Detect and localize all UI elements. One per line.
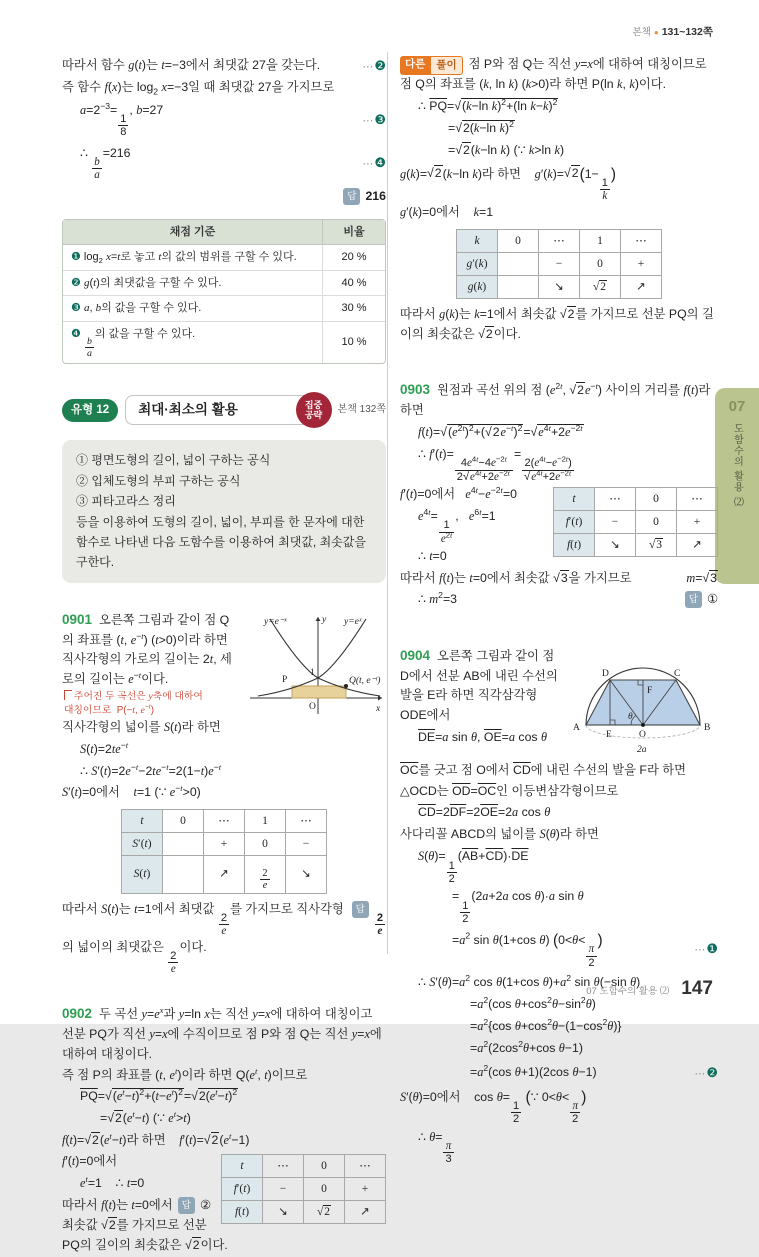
answer-badge: 답 bbox=[352, 901, 369, 917]
sign-table-cell: − bbox=[539, 253, 580, 276]
table-row bbox=[63, 270, 385, 296]
intro-line1: 따라서 함수 g(t)는 t=−3에서 최댓값 27을 갖는다. bbox=[62, 57, 321, 72]
sign-table-alt bbox=[456, 229, 662, 299]
point-label-E: E bbox=[606, 729, 612, 740]
sign-table-header-cell: t bbox=[554, 487, 595, 510]
column-divider bbox=[387, 52, 388, 954]
right-column bbox=[400, 54, 718, 1168]
sign-table-cell: − bbox=[286, 833, 327, 856]
sign-table-cell: ⋯ bbox=[539, 230, 580, 253]
problem-number: 0902 bbox=[62, 1005, 93, 1021]
equation: S(θ)= $\frac{1}{2}$ $(\overline{AB}+\overline{CD})\cdot\overline{DE}$ bbox=[418, 849, 529, 885]
sign-table-cell: 0 bbox=[304, 1155, 345, 1178]
problem-answer bbox=[352, 900, 386, 938]
sign-table-cell: √ 2 bbox=[304, 1201, 345, 1224]
step-marker-4: ⋯❹ bbox=[362, 154, 386, 170]
equation: $=a^2\{\cos$ $\theta+\cos^2\theta-(1-\cos^2\theta)$} bbox=[470, 1016, 622, 1033]
equation: f′(t)=0에서 $e^{4t}-e^{-2t}=0$ bbox=[400, 484, 517, 501]
equation: $e^t=1$ ∴ t=0 bbox=[80, 1173, 145, 1191]
focus-badge: 집중 공략 bbox=[296, 392, 332, 428]
answer-badge: 답 bbox=[178, 1197, 195, 1213]
sign-table-cell: ⋯ bbox=[621, 230, 662, 253]
equation: = √ 2(k−ln k) (∵ k>ln k) bbox=[448, 141, 718, 161]
tick-label-1: 1 bbox=[310, 667, 315, 678]
origin-label: O bbox=[309, 701, 316, 712]
orange-dot-icon: ● bbox=[653, 28, 659, 37]
equation: ∴ t=0 bbox=[418, 548, 447, 563]
alt-solution-0902 bbox=[400, 55, 718, 345]
chapter-side-tab bbox=[715, 388, 759, 584]
step-marker-2: ⋯❷ bbox=[362, 58, 386, 73]
red-annotation: 주어진 두 곡선은 y축에 대하여 대칭이므로 P(−t, $e^{-t}$) bbox=[64, 691, 203, 716]
problem-number: 0904 bbox=[400, 647, 431, 663]
sign-table-cell: ⋯ bbox=[595, 487, 636, 510]
equation: g′(k)=0에서 k=1 bbox=[400, 205, 494, 220]
grading-row-pct: 20 % bbox=[323, 245, 386, 271]
sign-table-header-cell: t bbox=[222, 1155, 263, 1178]
figure-0901-exponential-curves bbox=[248, 611, 386, 717]
sign-table-cell: 0 bbox=[304, 1178, 345, 1201]
sign-table-header-cell: t bbox=[122, 810, 163, 833]
problem-text: 원점과 곡선 위의 점 ($e^{2t}$, √ $2e^{-t}$) 사이의 거리를 f(t)라 하면 bbox=[400, 383, 710, 417]
equation: ∴ $\overline{PQ}=$ √ (k−ln k)$^2$+(ln k−k)$^2$ bbox=[418, 97, 718, 117]
sign-table-cell: 0 bbox=[636, 510, 677, 533]
sign-table-cell: ↗ bbox=[621, 276, 662, 299]
sign-table-cell: ⋯ bbox=[204, 810, 245, 833]
sign-table-cell: √ 3 bbox=[636, 533, 677, 556]
sign-table-cell: ⋯ bbox=[286, 810, 327, 833]
point-label-A: A bbox=[573, 722, 580, 733]
grading-row-pct: 10 % bbox=[323, 321, 386, 363]
table-row bbox=[63, 321, 385, 363]
sign-table-cell: 0 bbox=[245, 833, 286, 856]
sign-table-cell: 0 bbox=[580, 253, 621, 276]
equation: $=a^2(2\cos^2\theta+\cos$ θ−1) bbox=[470, 1038, 583, 1055]
problem-0902 bbox=[62, 1003, 386, 1257]
footer-page-number: 147 bbox=[681, 978, 713, 999]
concept-item: ③ 피타고라스 정리 bbox=[76, 494, 176, 509]
equation: $=a^2(\cos$ $\theta+\cos^2\theta-\sin^2\theta$) bbox=[470, 994, 596, 1012]
problem-text: 두 곡선 $y=e^x$과 y=ln x는 직선 y=x에 대하여 대칭이고 선분 PQ가 직선 y=x에 수직이므로 점 P와 점 Q는 직선 y=x에 대하여 대칭이다. bbox=[62, 1004, 382, 1061]
equation: ∴ θ= $\frac{\pi}{3}$ bbox=[418, 1129, 452, 1166]
concept-desc: 등을 이용하여 도형의 길이, 넓이, 부피를 한 문자에 대한 함수로 나타낸 다음 도함수를 이용하여 최댓값, 최솟값을 구한다. bbox=[76, 514, 366, 570]
side-tab-number: 07 bbox=[728, 398, 746, 415]
sign-table-header-cell: k bbox=[457, 230, 498, 253]
conclusion: 따라서 g(k)는 k=1에서 최솟값 √ 2를 가지므로 선분 PQ의 길이의 최솟값은 √ 2이다. bbox=[400, 305, 718, 345]
grading-row-pct: 30 % bbox=[323, 296, 386, 322]
sign-table-cell: ↗ bbox=[345, 1201, 386, 1224]
answer-value: 216 bbox=[365, 188, 386, 203]
type-title: 최대·최소의 활용 bbox=[125, 395, 313, 425]
point-label-P: P bbox=[282, 674, 288, 685]
grading-row-label: ❶ $\log_2 x=t$로 놓고 t의 값의 범위를 구할 수 있다. bbox=[63, 245, 323, 271]
sign-table-cell bbox=[163, 856, 204, 893]
equation: f(t)= √ $2(e^t-t)$라 하면 f′(t)= √ $2(e^t-1)$ bbox=[62, 1131, 386, 1151]
problem-0903 bbox=[400, 379, 718, 610]
figure-0904-semicircle-trapezoid bbox=[568, 647, 718, 759]
step-marker-2: ⋯❷ bbox=[694, 1064, 718, 1080]
equation: g(k)= √ 2(k−ln k)라 하면 g′(k)= √ 2(1− $\frac{1}{k}$ ) bbox=[400, 163, 718, 203]
grading-header-ratio: 비율 bbox=[323, 220, 386, 245]
conclusion: 답 $\frac{2}{e}$ 따라서 S(t)는 t=1에서 최댓값 $\frac{2}{e}$ 를 가지므로 직사각형의 넓이의 최댓값은 $\frac{2}{e}$ 이다. bbox=[62, 900, 386, 976]
type-heading bbox=[62, 392, 386, 428]
sign-table-header-cell: f′(t) bbox=[222, 1178, 263, 1201]
sign-table-cell: 1 bbox=[245, 810, 286, 833]
conclusion: 따라서 f(t)는 t=0에서 최솟값 √ 3을 가지므로 m= √ 3 bbox=[400, 569, 718, 589]
sign-table-header-cell: f′(t) bbox=[554, 510, 595, 533]
solution-text: 사다리꼴 ABCD의 넓이를 S(θ)라 하면 bbox=[400, 827, 599, 842]
equation: $=a^2$ sin θ(1+cos θ) (0<θ< $\frac{\pi}{2}$ ) bbox=[452, 931, 603, 969]
sign-table-header-cell: f(t) bbox=[554, 533, 595, 556]
sign-table-cell: ↘ bbox=[286, 856, 327, 893]
equation: = √ 2(k−ln k)$^2$ bbox=[448, 119, 718, 139]
sign-table-cell bbox=[498, 276, 539, 299]
type-ref: 본책 132쪽 bbox=[337, 404, 386, 416]
problem-text: 오른쪽 그림과 같이 점 Q의 좌표를 (t, $e^{-t}$) (t>0)이라 하면 직사각형의 가로의 길이는 2t, 세로의 길이는 $e^{-t}$이다. bbox=[62, 612, 232, 687]
equation: = $\frac{1}{2}$ (2a+2a cos θ)·a sin θ bbox=[452, 889, 584, 925]
solution-text: $\overline{OC}$를 긋고 점 O에서 $\overline{CD}$에 내린 수선의 발을 F라 하면 bbox=[400, 762, 686, 777]
left-column bbox=[62, 54, 386, 1257]
axis-label-x: x bbox=[376, 703, 381, 714]
intro-eq1: $a=2^{-3}=$ $\frac{1}{8}$ , b=27 bbox=[80, 100, 164, 139]
grading-row-label: ❸ a, b의 값을 구할 수 있다. bbox=[63, 296, 323, 322]
problem-answer bbox=[685, 590, 718, 610]
sign-table-0903 bbox=[553, 487, 718, 557]
sign-table-cell: 1 bbox=[580, 230, 621, 253]
sign-table-cell: − bbox=[595, 510, 636, 533]
sign-table-header-cell: S(t) bbox=[122, 856, 163, 893]
side-tab-label: 도함수의 활용 ⑵ bbox=[731, 423, 743, 508]
sign-table-cell: − bbox=[263, 1178, 304, 1201]
sign-table-cell: ↘ bbox=[263, 1201, 304, 1224]
conclusion: 답 ② 따라서 f(t)는 t=0에서 최솟값 √ 2를 가지므로 선분 PQ의 길이의 최솟값은 √ 2이다. bbox=[62, 1196, 386, 1256]
problem-0901 bbox=[62, 609, 386, 977]
sign-table-cell: ↗ bbox=[204, 856, 245, 893]
equation: $S(t)=2te^{-t}$ bbox=[80, 739, 129, 756]
sign-table-cell: ⋯ bbox=[263, 1155, 304, 1178]
equation: = √ $2(e^t-t)$ (∵ $e^t>t$) bbox=[100, 1109, 386, 1129]
problem-number: 0901 bbox=[62, 611, 93, 627]
sign-table-header-cell: g(k) bbox=[457, 276, 498, 299]
sign-table-cell: $\frac{2}{e}$ bbox=[245, 856, 286, 893]
point-label-O: O bbox=[639, 729, 646, 740]
equation: $\overline{PQ}=$ √ $(e^t-t)^2+(t-e^t)^2=$ √ $2(e^t-t)^2$ bbox=[80, 1087, 386, 1107]
sign-table-0902 bbox=[221, 1154, 386, 1224]
page-footer bbox=[586, 978, 713, 1000]
point-label-Q: Q(t, e⁻ᵗ) bbox=[349, 675, 381, 686]
intro-line2: 즉 함수 f(x)는 $\log_2 x=-3$일 때 최댓값 27을 가지므로 bbox=[62, 79, 335, 97]
grading-header-title: 채점 기준 bbox=[63, 220, 323, 245]
sign-table-cell: 0 bbox=[163, 810, 204, 833]
problem-0904 bbox=[400, 645, 718, 1166]
page-header-ref bbox=[632, 24, 713, 39]
table-row bbox=[63, 296, 385, 322]
alt-text: 점 P와 점 Q는 직선 y=x에 대하여 대칭이므로 점 Q의 좌표를 (k, ln k) (k>0)라 하면 P(ln k, k)이다. bbox=[400, 57, 707, 91]
solution-text: 직사각형의 넓이를 S(t)라 하면 bbox=[62, 719, 221, 734]
problem-answer bbox=[178, 1196, 211, 1216]
grading-criteria-table bbox=[62, 219, 386, 365]
sign-table-cell: 0 bbox=[498, 230, 539, 253]
step-marker-1: ⋯❶ bbox=[694, 941, 718, 957]
sign-table-cell: √ 2 bbox=[580, 276, 621, 299]
axis-label-y: y bbox=[322, 614, 327, 625]
point-label-F: F bbox=[647, 685, 653, 696]
solution-text: 즉 점 P의 좌표를 (t, $e^t$)이라 하면 $Q(e^t$, t)이므로 bbox=[62, 1065, 308, 1082]
sign-table-cell: ↘ bbox=[539, 276, 580, 299]
equation: S′(t)=0에서 t=1 (∵ $e^{-t}>0$) bbox=[62, 783, 201, 800]
solution-text: △OCD는 $\overline{OD}=\overline{OC}$인 이등변삼각형이므로 bbox=[400, 783, 619, 798]
answer-badge: 답 bbox=[685, 591, 702, 607]
step-marker-3: ⋯❸ bbox=[362, 111, 386, 127]
sign-table-cell: + bbox=[345, 1178, 386, 1201]
sign-table-cell: + bbox=[621, 253, 662, 276]
sign-table-header-cell: S′(t) bbox=[122, 833, 163, 856]
concept-box bbox=[62, 440, 386, 582]
sign-table-cell bbox=[163, 833, 204, 856]
grading-row-label: ❷ g(t)의 최댓값을 구할 수 있다. bbox=[63, 270, 323, 296]
answer-badge: 답 bbox=[343, 188, 360, 204]
answer-value: ① bbox=[706, 591, 718, 606]
table-row bbox=[63, 245, 385, 271]
equation: ∴ $S'(\theta)=a^2$ cos θ(1+cos $\theta)+a^2$ sin θ(−sin θ) bbox=[418, 973, 641, 990]
sign-table-header-cell: f(t) bbox=[222, 1201, 263, 1224]
sign-table-cell: 0 bbox=[636, 487, 677, 510]
equation: f(t)= √ $(e^{2t})^2+$( √ $2e^{-t})^2=$ √ $e^{4t}+2e^{-2t}$ bbox=[418, 423, 718, 443]
grading-row-pct: 40 % bbox=[323, 270, 386, 296]
equation: S′(θ)=0에서 cos θ= $\frac{1}{2}$ (∵ 0<θ< $\frac{\pi}{2}$ ) bbox=[400, 1088, 587, 1126]
curve-label-left: y=e⁻ˣ bbox=[264, 616, 287, 627]
equation: f′(t)=0에서 bbox=[62, 1154, 118, 1169]
equation: ∴ $S'(t)=2e^{-t}-2te^{-t}=2(1-t)e^{-t}$ bbox=[80, 761, 222, 778]
concept-item: ① 평면도형의 길이, 넓이 구하는 공식 bbox=[76, 453, 271, 468]
header-page-range: 131~132쪽 bbox=[661, 26, 713, 38]
point-label-C: C bbox=[674, 668, 681, 679]
equation: ∴ f′(t)= $\frac{4e^{4t}-4e^{-2t}}{2 √ e^{4t}+2e^{-2t}}$ = $2(e^{4t}-e^{-2t})$ √ $e^{4t}+2e^{-2t}$ bbox=[418, 445, 718, 483]
equation: $e^{4t}=$ $\frac{1}{e^{2t}}$ , $e^{6t}=1$ bbox=[418, 506, 496, 545]
sign-table-cell bbox=[498, 253, 539, 276]
footer-chapter: 07 도함수의 활용 ⑵ bbox=[586, 986, 670, 997]
alt-solution-badge: 다른 풀이 bbox=[400, 56, 463, 75]
sign-table-cell: ⋯ bbox=[345, 1155, 386, 1178]
conclusion2: 답 ① ∴ $m^2=3$ bbox=[400, 590, 718, 610]
intro-solution bbox=[62, 55, 386, 207]
sign-table-cell: ⋯ bbox=[677, 487, 718, 510]
angle-label-theta: θ bbox=[628, 711, 633, 722]
sign-table-cell: + bbox=[677, 510, 718, 533]
concept-item: ② 입체도형의 부피 구하는 공식 bbox=[76, 473, 241, 488]
intro-answer bbox=[62, 187, 386, 207]
sign-table-0901 bbox=[121, 809, 327, 893]
equation: $\overline{DE}=a$ sin θ, $\overline{OE}=a$ cos θ bbox=[418, 730, 548, 745]
answer-value: $\frac{2}{e}$ bbox=[376, 912, 383, 938]
equation: $\overline{CD}=2\overline{DF}=2\overline{OE}=2a$ cos θ bbox=[418, 805, 551, 820]
sign-table-cell: ↗ bbox=[677, 533, 718, 556]
sign-table-cell: + bbox=[204, 833, 245, 856]
equation: $=a^2(\cos$ θ+1)(2cos θ−1) bbox=[470, 1062, 597, 1079]
type-badge: 유형 12 bbox=[62, 399, 118, 422]
point-label-D: D bbox=[602, 668, 609, 679]
grading-row-label: ❹ $\frac{b}{a}$ 의 값을 구할 수 있다. bbox=[71, 327, 196, 360]
intro-eq2: ∴ $\frac{b}{a}$ =216 bbox=[80, 145, 131, 182]
header-book-label: 본책 bbox=[632, 27, 651, 38]
curve-label-right: y=eˣ bbox=[344, 616, 362, 627]
sign-table-cell: ↘ bbox=[595, 533, 636, 556]
problem-number: 0903 bbox=[400, 382, 431, 398]
base-label-2a: 2a bbox=[637, 744, 647, 755]
sign-table-header-cell: g′(k) bbox=[457, 253, 498, 276]
answer-value: ② bbox=[199, 1197, 211, 1212]
point-label-B: B bbox=[704, 722, 711, 733]
problem-text: 오른쪽 그림과 같이 점 D에서 선분 AB에 내린 수선의 발을 E라 하면 직각삼각형 ODE에서 bbox=[400, 648, 558, 723]
